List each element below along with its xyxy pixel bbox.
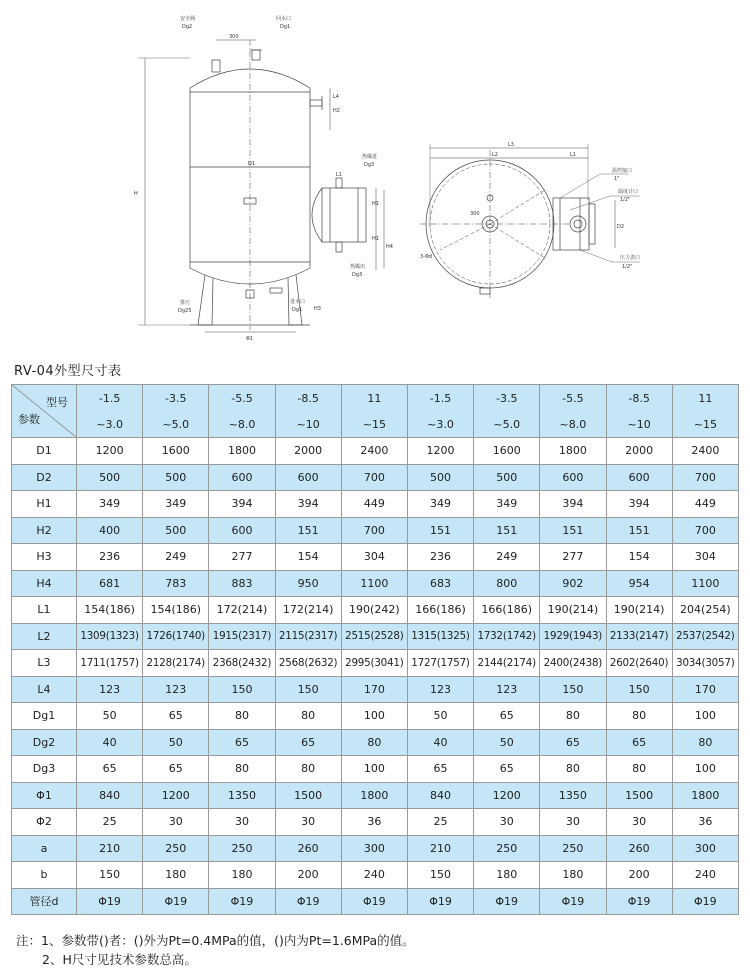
corner-top-label: 型号: [46, 396, 68, 409]
table-cell: 240: [672, 862, 738, 889]
table-cell: Φ19: [407, 888, 473, 915]
row-header: Φ2: [12, 809, 77, 836]
model-bottom: ~15: [362, 417, 386, 431]
table-cell: 300: [341, 835, 407, 862]
model-bottom: ~3.0: [427, 417, 454, 431]
table-cell: 600: [540, 464, 606, 491]
table-cell: 600: [209, 464, 275, 491]
table-cell: 180: [540, 862, 606, 889]
table-cell: Φ19: [540, 888, 606, 915]
table-cell: 65: [275, 729, 341, 756]
table-cell: 277: [209, 544, 275, 571]
model-header-3: [275, 385, 341, 438]
table-cell: 151: [540, 517, 606, 544]
model-bottom: ~8.0: [559, 417, 587, 431]
table-cell: 100: [672, 756, 738, 783]
table-cell: 700: [341, 464, 407, 491]
dim-300-label: 300: [229, 34, 239, 40]
table-cell: 500: [474, 464, 540, 491]
l4-label: L4: [333, 94, 339, 100]
table-cell: 954: [606, 570, 672, 597]
model-top: -3.5: [495, 391, 518, 405]
table-cell: 172(214): [209, 597, 275, 624]
pressure-gauge-label: 压力表口: [620, 255, 641, 261]
row-header: b: [12, 862, 77, 889]
table-cell: 150: [540, 676, 606, 703]
table-cell: 2368(2432): [209, 650, 275, 677]
table-cell: 1800: [341, 782, 407, 809]
table-cell: 100: [672, 703, 738, 730]
table-cell: 394: [209, 491, 275, 518]
table-cell: 1800: [540, 438, 606, 465]
table-cell: 902: [540, 570, 606, 597]
table-cell: 783: [143, 570, 209, 597]
table-row: [12, 491, 739, 518]
model-top: -1.5: [98, 391, 121, 405]
table-cell: 50: [143, 729, 209, 756]
row-header: Dg1: [12, 703, 77, 730]
model-header-9: [672, 385, 738, 438]
table-cell: 100: [341, 703, 407, 730]
corner-bottom-label: 参数: [18, 413, 40, 426]
h1b-label: H1: [372, 236, 379, 242]
table-cell: 600: [606, 464, 672, 491]
table-cell: 172(214): [275, 597, 341, 624]
table-cell: 36: [672, 809, 738, 836]
model-bottom: ~10: [627, 417, 651, 431]
note-1: 注：1、参数带()者：()外为Pt=0.4MPa的值，()内为Pt=1.6MPa的值。: [16, 933, 415, 948]
model-header-7: [540, 385, 606, 438]
table-cell: 80: [540, 756, 606, 783]
l3-label: L3: [508, 142, 514, 148]
table-cell: 151: [275, 517, 341, 544]
row-header: H4: [12, 570, 77, 597]
model-header-6: [474, 385, 540, 438]
table-cell: Φ19: [143, 888, 209, 915]
table-cell: 80: [341, 729, 407, 756]
table-cell: 2144(2174): [474, 650, 540, 677]
table-cell: 65: [209, 729, 275, 756]
table-cell: 2537(2542): [672, 623, 738, 650]
table-cell: 349: [77, 491, 143, 518]
table-cell: 1500: [275, 782, 341, 809]
table-cell: 30: [474, 809, 540, 836]
notes: [16, 931, 415, 969]
table-cell: 151: [474, 517, 540, 544]
table-row: [12, 623, 739, 650]
table-cell: 349: [407, 491, 473, 518]
table-cell: 40: [77, 729, 143, 756]
table-cell: 1500: [606, 782, 672, 809]
dg3-b-label: Dg3: [352, 272, 363, 278]
table-cell: 2995(3041): [341, 650, 407, 677]
safety-valve-label: 安全阀: [180, 16, 196, 22]
dg3-a-label: Dg3: [364, 162, 375, 168]
table-cell: 151: [606, 517, 672, 544]
table-cell: 150: [606, 676, 672, 703]
table-cell: 200: [606, 862, 672, 889]
table-cell: Φ19: [474, 888, 540, 915]
table-cell: Φ19: [672, 888, 738, 915]
table-cell: 250: [209, 835, 275, 862]
table-cell: 123: [474, 676, 540, 703]
table-cell: 394: [606, 491, 672, 518]
table-cell: 170: [341, 676, 407, 703]
table-row: [12, 703, 739, 730]
dg1-bottom-label: Dg1: [292, 307, 303, 313]
table-cell: 1100: [672, 570, 738, 597]
table-cell: 210: [407, 835, 473, 862]
table-cell: 150: [407, 862, 473, 889]
table-cell: 123: [77, 676, 143, 703]
table-cell: 30: [606, 809, 672, 836]
table-cell: 80: [209, 703, 275, 730]
row-header: L4: [12, 676, 77, 703]
table-cell: 1315(1325): [407, 623, 473, 650]
table-cell: 1309(1323): [77, 623, 143, 650]
model-bottom: ~3.0: [96, 417, 123, 431]
table-cell: 300: [672, 835, 738, 862]
table-cell: 1350: [540, 782, 606, 809]
table-cell: 1200: [143, 782, 209, 809]
model-bottom: ~5.0: [162, 417, 190, 431]
table-cell: 1929(1943): [540, 623, 606, 650]
table-cell: 150: [209, 676, 275, 703]
model-bottom: ~15: [693, 417, 717, 431]
table-cell: 600: [209, 517, 275, 544]
table-cell: Φ19: [209, 888, 275, 915]
l1-right-label: L1: [570, 152, 576, 158]
table-cell: 190(214): [540, 597, 606, 624]
table-cell: 236: [407, 544, 473, 571]
table-cell: 1726(1740): [143, 623, 209, 650]
table-cell: 400: [77, 517, 143, 544]
model-top: 11: [367, 391, 382, 405]
vessel-drawing: [0, 0, 750, 345]
table-cell: 100: [341, 756, 407, 783]
table-cell: 65: [143, 756, 209, 783]
table-cell: 2602(2640): [606, 650, 672, 677]
dimension-table: [11, 384, 739, 915]
table-cell: 65: [407, 756, 473, 783]
table-cell: 1200: [407, 438, 473, 465]
table-cell: 700: [672, 464, 738, 491]
model-top: -1.5: [429, 391, 452, 405]
table-cell: 65: [143, 703, 209, 730]
one-inch-label: 1": [614, 176, 620, 182]
table-cell: 2400: [672, 438, 738, 465]
table-cell: 30: [275, 809, 341, 836]
table-row: [12, 544, 739, 571]
dg1-top-label: Dg1: [280, 24, 291, 30]
model-header-8: [606, 385, 672, 438]
model-top: -3.5: [165, 391, 187, 405]
table-cell: 2128(2174): [143, 650, 209, 677]
table-cell: 304: [341, 544, 407, 571]
table-cell: 80: [209, 756, 275, 783]
table-cell: 65: [606, 729, 672, 756]
table-cell: Φ19: [275, 888, 341, 915]
table-cell: 840: [407, 782, 473, 809]
table-cell: 249: [474, 544, 540, 571]
row-header: H1: [12, 491, 77, 518]
table-cell: 170: [672, 676, 738, 703]
table-cell: 600: [275, 464, 341, 491]
row-header: H3: [12, 544, 77, 571]
table-cell: 250: [474, 835, 540, 862]
table-cell: 236: [77, 544, 143, 571]
table-row: [12, 597, 739, 624]
table-cell: 80: [606, 756, 672, 783]
table-cell: 36: [341, 809, 407, 836]
three-d-label: 3-Φd: [420, 254, 433, 260]
drain-label: 排污: [180, 300, 191, 306]
table-cell: 210: [77, 835, 143, 862]
table-cell: 1600: [474, 438, 540, 465]
table-cell: 80: [606, 703, 672, 730]
table-cell: 123: [143, 676, 209, 703]
table-cell: 1200: [77, 438, 143, 465]
inlet-label: 进水口: [290, 299, 306, 305]
table-cell: 190(214): [606, 597, 672, 624]
table-cell: 180: [474, 862, 540, 889]
table-cell: 394: [275, 491, 341, 518]
table-row: [12, 517, 739, 544]
table-row: [12, 438, 739, 465]
table-cell: 240: [341, 862, 407, 889]
table-row: [12, 782, 739, 809]
table-cell: 80: [540, 703, 606, 730]
table-cell: 166(186): [474, 597, 540, 624]
table-cell: 65: [474, 703, 540, 730]
table-cell: Φ19: [606, 888, 672, 915]
table-cell: 1600: [143, 438, 209, 465]
table-cell: 190(242): [341, 597, 407, 624]
table-cell: 154(186): [143, 597, 209, 624]
row-header: Dg2: [12, 729, 77, 756]
table-cell: 2115(2317): [275, 623, 341, 650]
table-cell: 700: [341, 517, 407, 544]
table-cell: 204(254): [672, 597, 738, 624]
table-cell: 150: [275, 676, 341, 703]
table-cell: 180: [209, 862, 275, 889]
table-cell: 2133(2147): [606, 623, 672, 650]
table-cell: 1732(1742): [474, 623, 540, 650]
table-cell: 883: [209, 570, 275, 597]
row-header: H2: [12, 517, 77, 544]
model-top: -8.5: [297, 391, 319, 405]
row-header: D2: [12, 464, 77, 491]
table-cell: 166(186): [407, 597, 473, 624]
table-header-row: [12, 385, 739, 438]
table-cell: 250: [143, 835, 209, 862]
table-row: [12, 888, 739, 915]
table-cell: 200: [275, 862, 341, 889]
table-cell: 260: [275, 835, 341, 862]
table-row: [12, 464, 739, 491]
h3-label: H3: [314, 306, 321, 312]
h2-label: H2: [333, 108, 340, 114]
table-cell: 2000: [606, 438, 672, 465]
table-cell: 2000: [275, 438, 341, 465]
model-header-5: [407, 385, 473, 438]
row-header: 管径d: [12, 888, 77, 915]
table-cell: 681: [77, 570, 143, 597]
table-cell: 50: [77, 703, 143, 730]
table-cell: Φ19: [341, 888, 407, 915]
table-cell: 151: [407, 517, 473, 544]
model-header-0: [77, 385, 143, 438]
note-2: 2、H尺寸见技术参数总高。: [42, 952, 197, 967]
row-header: a: [12, 835, 77, 862]
model-top: 11: [698, 391, 713, 405]
table-cell: 123: [407, 676, 473, 703]
table-cell: 80: [275, 756, 341, 783]
table-cell: 30: [540, 809, 606, 836]
table-cell: 1727(1757): [407, 650, 473, 677]
d1-label: D1: [248, 161, 256, 167]
table-cell: 1200: [474, 782, 540, 809]
table-cell: 65: [77, 756, 143, 783]
model-bottom: ~5.0: [493, 417, 521, 431]
table-cell: 1800: [672, 782, 738, 809]
table-cell: 683: [407, 570, 473, 597]
table-row: [12, 729, 739, 756]
row-header: L1: [12, 597, 77, 624]
half-inch-a-label: 1/2": [620, 197, 631, 203]
table-cell: 700: [672, 517, 738, 544]
table-cell: 500: [143, 464, 209, 491]
row-header: Φ1: [12, 782, 77, 809]
table-cell: Φ19: [77, 888, 143, 915]
table-cell: 65: [540, 729, 606, 756]
model-header-4: [341, 385, 407, 438]
model-top: -8.5: [628, 391, 650, 405]
table-cell: 304: [672, 544, 738, 571]
table-cell: 25: [77, 809, 143, 836]
table-cell: 349: [474, 491, 540, 518]
table-cell: 500: [407, 464, 473, 491]
half-inch-b-label: 1/2": [622, 264, 633, 270]
table-cell: 950: [275, 570, 341, 597]
thermometer-port-label: 温控接口: [612, 168, 633, 174]
table-row: [12, 835, 739, 862]
table-title: RV-04外型尺寸表: [14, 364, 122, 379]
table-cell: 150: [77, 862, 143, 889]
model-top: -5.5: [562, 391, 584, 405]
table-cell: 180: [143, 862, 209, 889]
table-cell: 277: [540, 544, 606, 571]
model-header-1: [143, 385, 209, 438]
return-water-label: 回水口: [276, 16, 292, 22]
model-top: -5.5: [231, 391, 253, 405]
h1-label: H1: [372, 201, 379, 207]
dg2-top-label: Dg2: [182, 24, 193, 30]
table-row: [12, 862, 739, 889]
table-cell: 840: [77, 782, 143, 809]
header-corner: [12, 385, 77, 438]
table-cell: 1915(2317): [209, 623, 275, 650]
table-cell: 260: [606, 835, 672, 862]
table-cell: 349: [143, 491, 209, 518]
table-cell: 1800: [209, 438, 275, 465]
table-cell: 30: [209, 809, 275, 836]
row-header: D1: [12, 438, 77, 465]
table-cell: 1711(1757): [77, 650, 143, 677]
l2-label: L2: [492, 152, 498, 158]
l1-left-label: L1: [336, 172, 342, 178]
table-cell: 50: [474, 729, 540, 756]
table-cell: 40: [407, 729, 473, 756]
table-cell: 394: [540, 491, 606, 518]
table-cell: 2568(2632): [275, 650, 341, 677]
table-row: [12, 756, 739, 783]
dim-300-side-label: 300: [470, 211, 480, 217]
table-cell: 3034(3057): [672, 650, 738, 677]
table-row: [12, 676, 739, 703]
table-cell: 154: [606, 544, 672, 571]
table-cell: 80: [672, 729, 738, 756]
table-row: [12, 650, 739, 677]
table-cell: 500: [143, 517, 209, 544]
hot-medium-out-label: 热媒出: [350, 264, 366, 270]
table-cell: 249: [143, 544, 209, 571]
table-cell: 449: [672, 491, 738, 518]
dg25-label: Dg25: [178, 308, 192, 314]
table-cell: 1350: [209, 782, 275, 809]
table-cell: 1100: [341, 570, 407, 597]
model-header-2: [209, 385, 275, 438]
table-cell: 25: [407, 809, 473, 836]
table-cell: 250: [540, 835, 606, 862]
h4-label: H4: [386, 244, 393, 250]
table-cell: 80: [275, 703, 341, 730]
d2-label: D2: [617, 224, 625, 230]
temp-gauge-label: 温度计口: [618, 189, 639, 195]
model-bottom: ~8.0: [228, 417, 256, 431]
table-cell: 2400: [341, 438, 407, 465]
row-header: L3: [12, 650, 77, 677]
table-row: [12, 809, 739, 836]
table-cell: 500: [77, 464, 143, 491]
table-cell: 154: [275, 544, 341, 571]
table-cell: 2400(2438): [540, 650, 606, 677]
hot-medium-in-label: 热媒进: [362, 154, 378, 160]
table-cell: 2515(2528): [341, 623, 407, 650]
table-cell: 50: [407, 703, 473, 730]
table-cell: 154(186): [77, 597, 143, 624]
row-header: L2: [12, 623, 77, 650]
table-row: [12, 570, 739, 597]
table-cell: 30: [143, 809, 209, 836]
model-bottom: ~10: [296, 417, 320, 431]
table-cell: 449: [341, 491, 407, 518]
row-header: Dg3: [12, 756, 77, 783]
table-cell: 800: [474, 570, 540, 597]
phi1-label: Φ1: [246, 336, 254, 342]
table-cell: 65: [474, 756, 540, 783]
h-label: H: [134, 191, 138, 197]
